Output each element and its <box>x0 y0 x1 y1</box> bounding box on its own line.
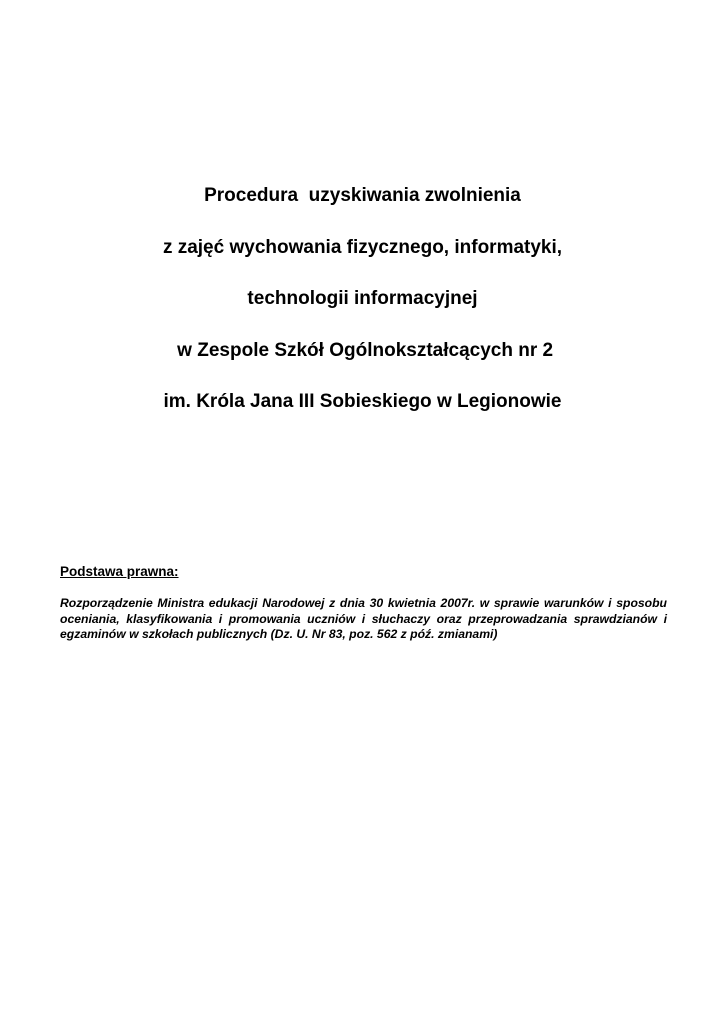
title-line-1: Procedura uzyskiwania zwolnienia <box>204 185 521 206</box>
title-line-3: technologii informacyjnej <box>247 288 478 309</box>
document-title <box>0 183 725 441</box>
title-line-4: w Zespole Szkół Ogólnokształcących nr 2 <box>171 339 554 361</box>
legal-basis-heading: Podstawa prawna: <box>60 564 179 579</box>
legal-basis-text: Rozporządzenie Ministra edukacji Narodowej z dnia 30 kwietnia 2007r. w sprawie warunków i sposobu oceniania, klasyfikowania i promowania uczniów i słuchaczy oraz przeprowadzania sprawdzianów i egzaminów w szkołach publicznych (Dz. U. Nr 83, poz. 562 z póź. zmianami) <box>60 596 667 641</box>
title-line-2: z zajęć wychowania fizycznego, informatyki, <box>162 236 563 258</box>
title-line-5: im. Króla Jana III Sobieskiego w Legionowie <box>163 391 562 412</box>
